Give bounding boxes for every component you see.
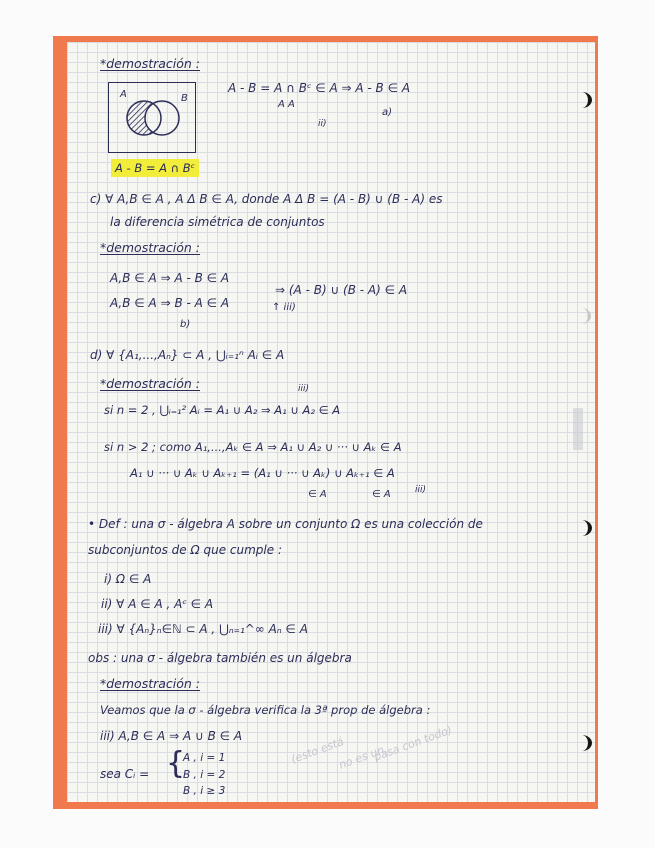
bleed-through-text: pasa con todo) (372, 723, 454, 764)
d-case-ngt2: si n > 2 ; como A₁,...,Aₖ ∈ A ⇒ A₁ ∪ A₂ ∪ ··· ∪ Aₖ ∈ A (104, 440, 402, 454)
definition-condition-ii: ii) ∀ A ∈ A , Aᶜ ∈ A (101, 597, 214, 611)
observation: obs : una σ - álgebra también es un álgebra (88, 651, 352, 665)
bleed-through-text: (esto está (289, 735, 346, 766)
proof-condition-iii: iii) A,B ∈ A ⇒ A ∪ B ∈ A (100, 729, 243, 743)
d-ref-iii: iii) (298, 384, 310, 394)
case-line: B , i = 2 (183, 769, 226, 781)
d-case-n2: si n = 2 , ⋃ᵢ₌₁² Aᵢ = A₁ ∪ A₂ ⇒ A₁ ∪ A₂ ∈ A (104, 403, 341, 417)
c-proof-result: ⇒ (A - B) ∪ (B - A) ∈ A (275, 283, 408, 297)
proof-intro: Veamos que la σ - álgebra verifica la 3ª prop de álgebra : (100, 703, 431, 717)
d-under-membership: ∈ A (308, 489, 327, 500)
binder-hole (572, 520, 592, 536)
item-c-statement-cont: la diferencia simétrica de conjuntos (110, 215, 325, 229)
definition-sigma-algebra: • Def : una σ - álgebra A sobre un conjunto Ω es una colección de (88, 517, 483, 531)
sequence-definition: sea Cᵢ = (100, 767, 150, 781)
bleed-through-text: no es un (337, 743, 386, 772)
set-b-circle (145, 101, 179, 135)
definition-condition-iii: iii) ∀ {Aₙ}ₙ∈ℕ ⊂ A , ⋃ₙ₌₁^∞ Aₙ ∈ A (98, 622, 308, 636)
definition-sigma-algebra-cont: subconjuntos de Ω que cumple : (88, 543, 282, 557)
item-c-statement: c) ∀ A,B ∈ A , A Δ B ∈ A, donde A Δ B = (A - B) ∪ (B - A) es (90, 192, 443, 206)
venn-label-b: B (181, 93, 188, 104)
eq-ref-ii: ii) (318, 119, 327, 129)
c-proof-line-1: A,B ∈ A ⇒ A - B ∈ A (110, 271, 230, 285)
c-proof-line-2: A,B ∈ A ⇒ B - A ∈ A (110, 296, 230, 310)
binder-hole (572, 308, 591, 324)
definition-condition-i: i) Ω ∈ A (104, 572, 152, 586)
item-d-statement: d) ∀ {A₁,...,Aₙ} ⊂ A , ⋃ᵢ₌₁ⁿ Aᵢ ∈ A (90, 348, 285, 362)
binder-hole (572, 735, 592, 751)
d-under-ref-iii: iii) (415, 485, 427, 495)
binder-hole (572, 92, 592, 108)
d-union-step: A₁ ∪ ··· ∪ Aₖ ∪ Aₖ₊₁ = (A₁ ∪ ··· ∪ Aₖ) ∪ Aₖ₊₁ ∈ A (130, 466, 395, 480)
heading-demostracion: *demostración : (100, 240, 201, 255)
eq-a-minus-b: A - B = A ∩ Bᶜ ∈ A ⇒ A - B ∈ A (228, 81, 411, 95)
highlight-text: A - B = A ∩ Bᶜ (111, 159, 199, 177)
eq-ref-a: a) (382, 107, 393, 118)
case-line: B , i ≥ 3 (183, 785, 226, 797)
heading-demostracion: *demostración : (100, 376, 201, 391)
c-proof-ref-iii: ↑ iii) (272, 302, 296, 313)
side-stamp (573, 408, 583, 450)
brace: { (166, 746, 186, 781)
d-under-membership: ∈ A (372, 489, 391, 500)
highlight-identity (111, 163, 199, 175)
case-line: A , i = 1 (183, 752, 226, 764)
eq-under-labels: A A (278, 99, 295, 110)
heading-demostracion: *demostración : (100, 676, 201, 691)
heading-demostracion: *demostración : (100, 56, 201, 71)
venn-label-a: A (120, 89, 127, 100)
c-proof-ref-b: b) (180, 319, 191, 330)
